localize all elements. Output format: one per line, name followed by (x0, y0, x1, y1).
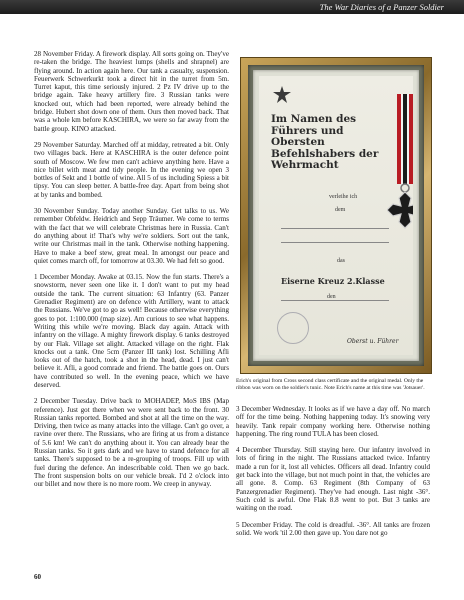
diary-entry: 5 December Friday. The cold is dreadful. -36°. All tanks are frozen solid. We work 'til 2.00 then gave up. You dare not go (236, 520, 430, 537)
running-header: The War Diaries of a Panzer Soldier (319, 2, 444, 12)
right-column (236, 405, 430, 545)
diary-entry: 4 December Thursday. Still staying here. Our infantry involved in lots of firing in the night. The Russians attacked twice. Infantry made a run for it, lost all vehicles. Officers all dead. Infantry could get back into the village, but not much point in that, the vehicles are all gone. 8. Comp. 63 Regiment (8th Company of 63 Panzergrenadier Regiment). They've had enough. Last night -36°. Such cold is awful. One Flak 8.8 went to pot. But 3 tanks are waiting on the road. (236, 446, 430, 513)
diary-entry: 28 November Friday. A firework display. All sorts going on. They've re-taken the bridge. The heaviest lumps (shells and shrapnel) are flying around. In action again here. Our tank a casualty, suspension. Feuerwerk Schwerkurkt took a direct hit in the turret from 5m. Turret kaput, this time seriously injured. 2 Pz IV drive up to the bridge again. Take heavy artillery fire. 3 Russian tanks were knocked out, which had been reported, were already behind the bridge. Hubert shot down one of them. Ours then moved back. That was a whole km before KASCHIRA, we were so far away from the battle group. KINO attacked. (34, 50, 229, 133)
signature: Oberst u. Führer (347, 338, 399, 345)
certificate-paper (259, 76, 413, 355)
diary-entry: 3 December Wednesday. It looks as if we have a day off. No march off for the time being. Nothing happening today. It's snowing very heavily. Tank repair company working here. Otherwise nothing happening. The ring round TULA has been closed. (236, 405, 430, 438)
certificate-verleihe: verleihe ich (329, 194, 358, 200)
iron-cross-medal-icon (387, 94, 413, 244)
photo-caption: Erich's original from Cross second class certificate and the original medal. Only the ribbon was worn on the soldier's tunic. Note Erich's name at this time was 'Jotsauer'. (236, 378, 425, 391)
diary-entry: 2 December Tuesday. Drive back to MOHADEP, MoS IBS (Map reference). Just got there when we were sent back to the front. 30 Russian tanks reported. Bombed and shot at all the time on the way. Driving, then twice as many attacks into the village. Can't go over, a ravine over there. The Russians, who are firing at us from a distance of 5.6 km! We can't do anything about it. You can already hear the Russian tanks. So it gets dark and we have to stand defence for all tanks. There's supposed to be a re-grouping of troops. Fill up with fuel during the defence. An indescribable cold. Then we go back. The front suspension bolts on our vehicle break. I'd 2 o'clock into our billet and now there is no more room. We creep in anyway. (34, 397, 229, 489)
recipient-line (281, 228, 389, 229)
official-stamp (277, 312, 309, 344)
left-column (34, 50, 229, 497)
award-name: Eiserne Kreuz 2.Klasse (281, 276, 385, 286)
diary-entry: 30 November Sunday. Today another Sunday. Get talks to us. We remember Obfeldw. Heidrich and Sepp Träumer. We come to terms with the fact that we will celebrate Christmas here in Russia. Can't do anything about it! That's why we're soldiers. Sort out the tank, write our Christmas mail in the tank. Otherwise nothing happening. Have to make a beef stew, great meal. In amongst our peace and quiet comes march off, for tomorrow at 03.30. We had felt so good. (34, 207, 229, 265)
certificate-heading: Im Namen des Führers und Obersten Befehlshabers der Wehrmacht (271, 113, 379, 171)
eagle-emblem-icon (271, 84, 293, 106)
date-line (281, 300, 389, 301)
header-bar (0, 0, 464, 14)
diary-entry: 29 November Saturday. Marched off at midday, retreated a bit. Only two villages back. Here at KASCHIRA is the outer defence point south of Moscow. We few men can't achieve anything here. Have a nice billet with meat and tidy people. In the evening we open 3 bottles of Sekt and 1 bottle of wine. All 5 of us including Spiess a bit tipsy. You can sleep better. A battle-free day. Apart from being shot at by tanks and bombed. (34, 140, 229, 199)
certificate-dem: dem (335, 207, 346, 213)
framed-certificate-photo (241, 58, 431, 373)
page-number: 60 (34, 573, 41, 581)
certificate-den: den (327, 294, 336, 300)
unit-line (281, 242, 389, 243)
certificate-das: das (337, 258, 345, 264)
diary-entry: 1 December Monday. Awake at 03.15. Now the fun starts. There's a snowstorm, never seen one like it. I don't want to put my head outside the tank. The current situation: 63 Infantry (63. Panzer Grenadier Regiment) are on defence with Artillery, want to attack the Russians. We've got to go as well! Because otherwise everything goes to pot. 1:100.000 (map size). Am curious to see what happens. Writing this while we're moving. Black day again. Attack with infantry on the village. A mighty firework display. 6 tanks destroyed by our Flak. Village set alight. Attacked village on the right. Flak knocks out a tank. One 5cm (Panzer III tank) lost. Schilling Afli looks out of the hatch, took a shot in the head, dead. I just can't believe it. Afli, a good comrade and friend. The battle goes on. Ours have contributed so well. In the evening peace, which we have deserved. (34, 273, 229, 389)
